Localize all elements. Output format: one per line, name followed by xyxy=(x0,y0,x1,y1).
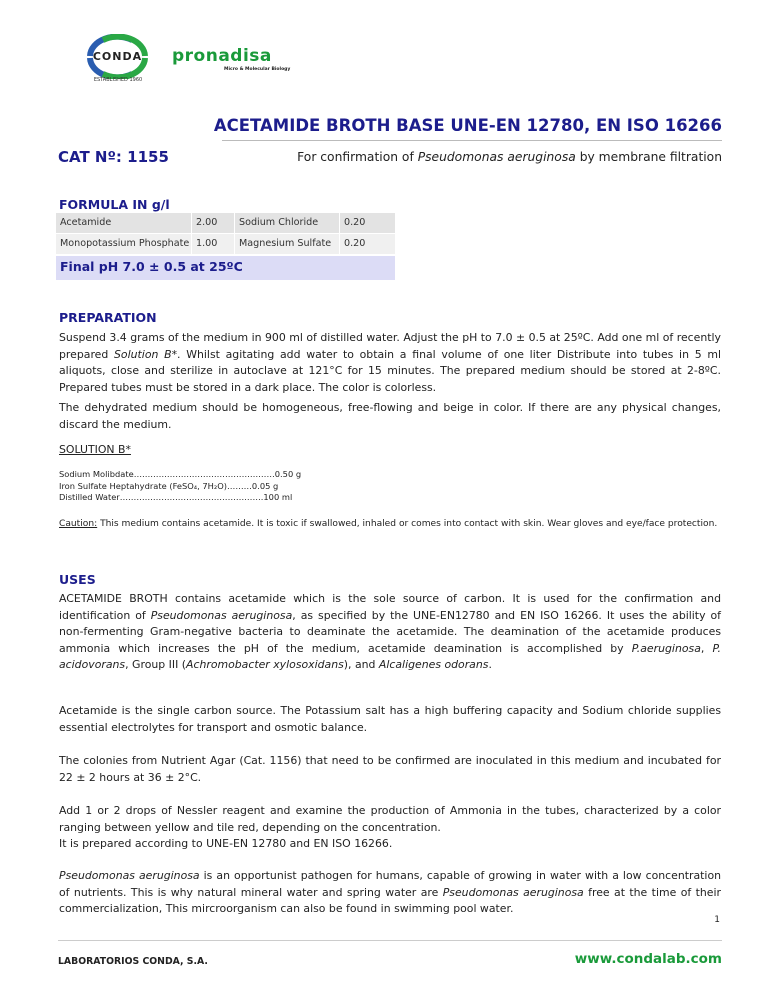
preparation-heading: PREPARATION xyxy=(59,310,157,325)
formula-heading: FORMULA IN g/l xyxy=(59,197,170,212)
text: . xyxy=(488,658,492,672)
text: , as specified by the UNE-EN12780 and EN ISO 16266. It uses the ability of non-fermenting Gram-negative bacteria to deaminate the acetamide. The deamination of the acetamide produces ammonia which increases the pH of the medium, acetamide deamination is accomplished by xyxy=(59,608,722,655)
conda-logo xyxy=(80,34,155,90)
uses-paragraph-3: The colonies from Nutrient Agar (Cat. 1156) that need to be confirmed are inoculated in this medium and incubated for 22 ± 2 hours at 36 ± 2°C. xyxy=(59,754,721,784)
table-row xyxy=(56,234,396,254)
final-ph: Final pH 7.0 ± 0.5 at 25ºC xyxy=(56,256,395,280)
footer-website-link[interactable]: www.condalab.com xyxy=(574,951,722,967)
text: It is prepared according to UNE-EN 12780 and EN ISO 16266. xyxy=(59,837,393,851)
text-italic: P. acidovorans xyxy=(59,641,721,672)
uses-paragraph-1 xyxy=(59,591,721,674)
table-cell: Acetamide xyxy=(56,213,191,233)
text: free at the time of their commercialization, This mircroorganism can also be found in swimming pool water. xyxy=(59,885,721,916)
caution-label: Caution: xyxy=(59,519,98,529)
catalog-number: CAT Nº: 1155 xyxy=(58,148,169,166)
text-italic: Alcaligenes odorans xyxy=(378,658,489,672)
footer-divider xyxy=(58,940,722,941)
page-number: 1 xyxy=(714,915,720,925)
table-cell: 2.00 xyxy=(192,213,234,233)
solution-item: Sodium Molibdate……………………………………………0.50 g xyxy=(59,469,302,479)
solution-item: Iron Sulfate Heptahydrate (FeSO₄, 7H₂O)………0.05 g xyxy=(59,480,279,491)
text: . Whilst agitating add water to obtain a final volume of one liter Distribute into tubes in 5 ml aliquots, close and sterilize in autoclave at 121°C for 15 minutes. The prepared medium should be stored at 2-8ºC. Prepared tubes must be stored in a dark place. The color is colorless. xyxy=(59,347,721,394)
pronadisa-logo: pronadisa xyxy=(172,46,272,66)
text-italic: Pseudomonas aeruginosa xyxy=(150,608,293,622)
conda-wordmark: CONDA xyxy=(92,50,143,63)
table-row xyxy=(56,213,396,233)
uses-paragraph-4 xyxy=(59,803,721,853)
text: ), and xyxy=(343,658,379,672)
table-cell: 0.20 xyxy=(340,234,395,254)
text: ACETAMIDE BROTH contains acetamide which is the sole source of carbon. It is used for the confirmation and identification of xyxy=(59,592,721,622)
text: , xyxy=(700,641,713,655)
text-italic: P.aeruginosa xyxy=(631,641,701,655)
caution-paragraph xyxy=(59,517,721,533)
caution-text: This medium contains acetamide. It is toxic if swallowed, inhaled or comes into contact with skin. Wear gloves and eye/face protection. xyxy=(97,519,718,529)
established-text: ESTABLISHED 1960 xyxy=(93,77,143,83)
formula-table xyxy=(56,213,396,280)
solution-list xyxy=(59,469,301,504)
dehydrated-paragraph: The dehydrated medium should be homogeneous, free-flowing and beige in color. If there are any physical changes, discard the medium. xyxy=(59,401,721,431)
text-italic: Achromobacter xylosoxidans xyxy=(186,658,344,672)
table-cell: Monopotassium Phosphate xyxy=(56,234,191,254)
subtitle-post: by membrane filtration xyxy=(575,150,722,164)
text: Add 1 or 2 drops of Nessler reagent and examine the production of Ammonia in the tubes, characterized by a color ranging between yellow and tile red, depending on the concentration. xyxy=(59,804,721,834)
pronadisa-subtitle: Micro & Molecular Biology xyxy=(224,67,291,72)
subtitle-pre: For confirmation of xyxy=(297,150,418,164)
footer-company: LABORATORIOS CONDA, S.A. xyxy=(58,956,208,967)
uses-paragraph-2: Acetamide is the single carbon source. The Potassium salt has a high buffering capacity and Sodium chloride supplies essential electrolytes for transport and osmotic balance. xyxy=(59,704,721,734)
text-italic: Solution B* xyxy=(114,347,178,361)
subtitle-organism: Pseudomonas aeruginosa xyxy=(417,150,576,164)
document-title: ACETAMIDE BROTH BASE UNE-EN 12780, EN ISO 16266 xyxy=(213,116,722,135)
text-italic: Pseudomonas aeruginosa xyxy=(59,869,200,882)
text: , Group III ( xyxy=(125,658,186,672)
text: Suspend 3.4 grams of the medium in 900 ml of distilled water. Adjust the pH to 7.0 ± 0.5 at 25ºC. Add one ml of recently prepared xyxy=(59,331,721,361)
text: is an opportunist pathogen for humans, capable of growing in water with a low concentration of nutrients. This is why natural mineral water and spring water are xyxy=(59,869,722,899)
uses-heading: USES xyxy=(59,572,96,587)
preparation-paragraph xyxy=(59,330,721,396)
title-divider xyxy=(222,140,722,141)
table-cell: 1.00 xyxy=(192,234,234,254)
solution-item: Distilled Water…………………………………………….100 ml xyxy=(59,492,293,502)
table-cell: 0.20 xyxy=(340,213,395,233)
uses-paragraph-5 xyxy=(59,868,721,918)
subtitle xyxy=(297,150,722,164)
text-italic: Pseudomonas aeruginosa xyxy=(442,885,584,899)
table-cell: Magnesium Sulfate xyxy=(235,234,339,254)
solution-heading xyxy=(59,442,721,459)
table-cell: Sodium Chloride xyxy=(235,213,339,233)
solution-heading-text: SOLUTION B* xyxy=(59,443,131,456)
